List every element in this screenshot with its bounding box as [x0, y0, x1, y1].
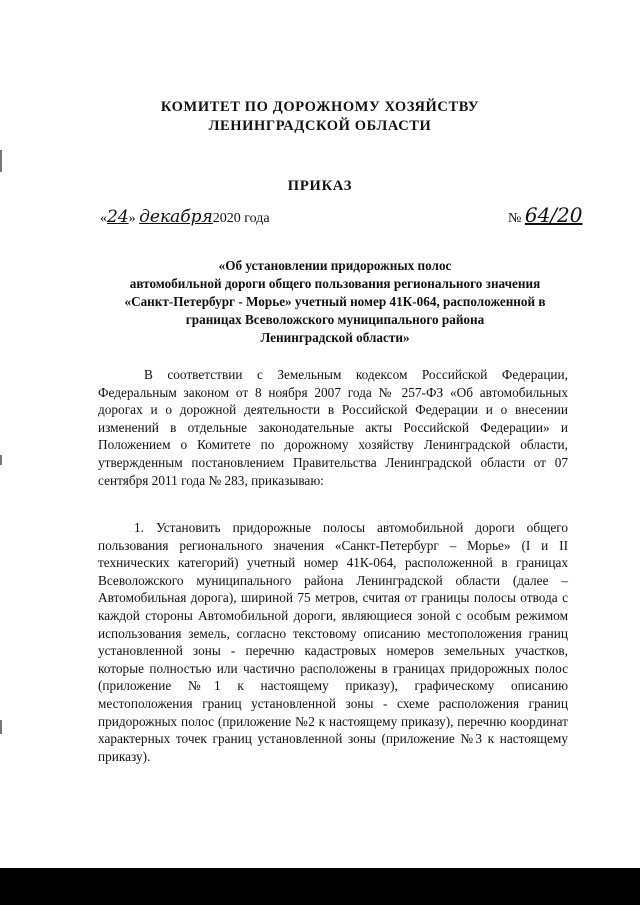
scan-bottom-border [0, 868, 640, 905]
subject-line-1: «Об установлении придорожных полос [218, 258, 452, 273]
date-month-handwritten: декабря [139, 207, 213, 227]
preamble-paragraph: В соответствии с Земельным кодексом Российской Федерации, Федеральным законом от 8 ноября 2007 года № 257-ФЗ «Об автомобильных дорогах и о дорожной деятельности в Российской Федерации и о внесении изменений в отдельные законодательные акты Российской Федерации» и Положением о Комитете по дорожному хозяйству Ленинградской области, утвержденным постановлением Правительства Ленинградской области от 07 сентября 2011 года № 283, приказываю: [98, 367, 568, 488]
order-subject [90, 257, 580, 347]
organization-line-2: ЛЕНИНГРАДСКОЙ ОБЛАСТИ [208, 118, 432, 134]
document-type-title: ПРИКАЗ [287, 178, 353, 194]
organization-line-1: КОМИТЕТ ПО ДОРОЖНОМУ ХОЗЯЙСТВУ [160, 99, 480, 115]
clause-1-paragraph: 1. Установить придорожные полосы автомобильной дороги общего пользования регионального значения «Санкт-Петербург – Морье» (I и II технических категорий) учетный номер 41К-064, расположенной в границах Всеволожского муниципального района Ленинградской области (далее – Автомобильная дорога), шириной 75 метров, считая от границы полосы отвода с каждой стороны Автомобильной дороги, являющиеся зоной с особым режимом использования земель, согласно текстовому описанию местоположения границ установленной зоны - перечню кадастровых номеров земельных участков, которые полностью или частично расположены в границах придорожных полос (приложение №1 к настоящему приказу), графическому описанию местоположения границ установленной зоны - схеме расположения границ придорожных полос (приложение №2 к настоящему приказу), перечню координат характерных точек границ установленной зоны (приложение №3 к настоящему приказу). [98, 520, 568, 764]
subject-line-5: Ленинградской области» [260, 330, 410, 345]
scan-edge-mark [0, 720, 2, 734]
number-value-handwritten: 64/20 [524, 203, 583, 227]
number-prefix: № [508, 211, 522, 226]
scan-edge-mark [0, 455, 2, 465]
subject-line-2: автомобильной дороги общего пользования регионального значения [129, 276, 541, 291]
subject-line-4: границах Всеволожского муниципального района [185, 312, 485, 327]
date-year: 2020 года [212, 211, 270, 226]
organization-header [0, 98, 640, 136]
order-date [100, 207, 270, 229]
order-number [508, 205, 583, 229]
scan-edge-mark [0, 150, 2, 172]
date-day-handwritten: 24 [107, 207, 129, 227]
subject-line-3: «Санкт-Петербург - Морье» учетный номер 41К-064, расположенной в [124, 294, 546, 309]
date-open-quote: « [100, 211, 107, 226]
date-close-quote: » [128, 211, 136, 226]
